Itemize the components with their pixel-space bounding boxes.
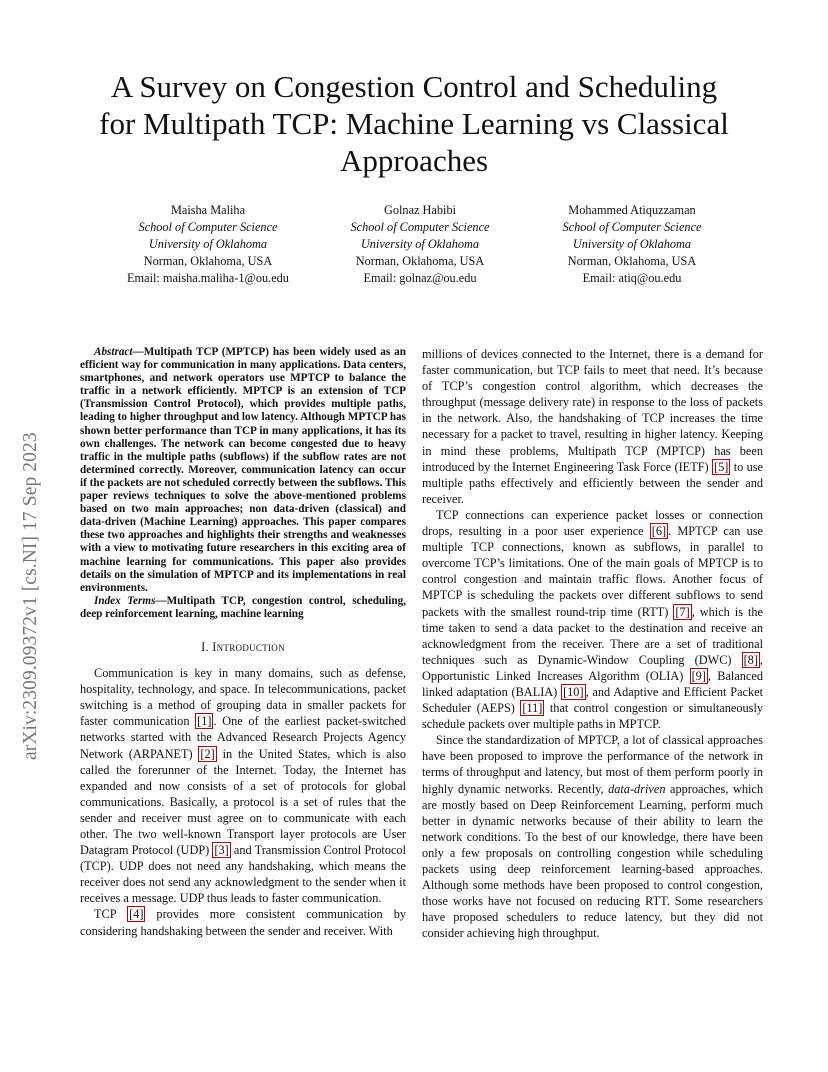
paragraph: TCP [4] provides more consistent communication by considering handshaking between the sender and receiver. With: [80, 907, 406, 938]
author-email: Email: maisha.maliha-1@ou.edu: [127, 271, 289, 285]
right-column: [422, 346, 763, 941]
title-line-3: Approaches: [339, 143, 489, 178]
left-column: [80, 346, 406, 939]
author-email: Email: atiq@ou.edu: [582, 271, 682, 285]
citation-link[interactable]: [9]: [691, 668, 706, 683]
citation-link[interactable]: [1]: [197, 714, 212, 729]
paper-title: [60, 68, 768, 179]
paragraph: TCP connections can experience packet losses or connection drops, resulting in a poor user experience [6] . MPTCP can use multiple TCP connections, known as subflows, in parallel to overcome TCP’s limitations. One of the main goals of MPTCP is to control congestion and maintain traffic flows. Another focus of MPTCP is scheduling the packets over different subflows to send packets with the smallest round-trip time (RTT) [7] , which is the time taken to send a data packet to the destination and receive an acknowledgment from the receiver. There are a set of traditional techniques such as Dynamic-Window Coupling (DWC) [8] , Opportunistic Linked Increases Algorithm (OLIA) [9] , Balanced linked adaptation (BALIA) [10] , and Adaptive and Efficient Packet Scheduler (AEPS) [11] that control congestion or simultaneously schedule packets over multiple paths in MPTCP.: [422, 507, 764, 732]
author-university: University of Oklahoma: [360, 237, 480, 251]
abstract: [80, 346, 406, 595]
index-terms-label: Index Terms: [94, 594, 156, 607]
arxiv-identifier: arXiv:2309.09372v1 [cs.NI] 17 Sep 2023: [20, 432, 41, 760]
citation-link[interactable]: [6]: [651, 524, 667, 539]
author-location: Norman, Oklahoma, USA: [355, 254, 485, 268]
author-email: Email: golnaz@ou.edu: [363, 271, 477, 285]
citation-link[interactable]: [7]: [675, 604, 690, 619]
author-location: Norman, Oklahoma, USA: [567, 254, 697, 268]
author-school: School of Computer Science: [562, 220, 702, 234]
citation-link[interactable]: [8]: [743, 652, 758, 667]
title-line-1: A Survey on Congestion Control and Scheduling: [110, 69, 718, 104]
author-school: School of Computer Science: [138, 220, 278, 234]
author-name: Maisha Maliha: [170, 203, 246, 217]
paragraph: Communication is key in many domains, such as defense, hospitality, technology, and space. In telecommunications, packet switching is a method of grouping data in smaller packets for faster communication [1] . One of the earliest packet-switched networks started with the Advanced Research Projects Agency Network (ARPANET) [2] in the United States, which is also called the forerunner of the Internet. Today, the Internet has expanded and now consists of a set of protocols for global communications. Basically, a protocol is a set of rules that the sender and receiver must agree on to communicate with each other. The two well-known Transport layer protocols are User Datagram Protocol (UDP) [3] and Transmission Control Protocol (TCP). UDP does not need any handshaking, which means the receiver does not send any acknowledgment to the sender when it receives a message. UDP thus leads to faster communication.: [80, 666, 407, 906]
author-location: Norman, Oklahoma, USA: [143, 254, 273, 268]
author-university: University of Oklahoma: [572, 237, 692, 251]
citation-link[interactable]: [11]: [522, 701, 543, 716]
title-line-2: for Multipath TCP: Machine Learning vs Classical: [99, 106, 729, 141]
author-university: University of Oklahoma: [148, 237, 268, 251]
section-title: Introduction: [212, 639, 285, 654]
author-name: Mohammed Atiquzzaman: [568, 203, 696, 217]
citation-link[interactable]: [5]: [714, 459, 729, 474]
author-block-3: [522, 202, 742, 287]
citation-link[interactable]: [4]: [129, 907, 144, 922]
section-heading: [80, 639, 406, 655]
index-terms-text: —Multipath TCP, congestion control, scheduling, deep reinforcement learning, machine learning: [80, 594, 406, 620]
paragraph: Since the standardization of MPTCP, a lot of classical approaches have been proposed to improve the performance of the network in terms of throughput and latency, but most of them perform poorly in highly dynamic networks. Recently, data-driven approaches, which are mostly based on Deep Reinforcement Learning, perform much better in dynamic networks because of their ability to learn the network conditions. To the best of our knowledge, there have been only a few proposals on controlling congestion while scheduling packets using deep reinforcement learning-based approaches. Although some methods have been proposed to control congestion, those works have not focused on reducing RTT. Some researchers have proposed schedulers to reduce latency, but they did not consider achieving high throughput.: [422, 733, 763, 941]
section-number: I.: [201, 639, 213, 654]
citation-link[interactable]: [3]: [214, 843, 229, 858]
author-school: School of Computer Science: [350, 220, 490, 234]
index-terms: [80, 595, 406, 621]
citation-link[interactable]: [10]: [563, 684, 584, 699]
paragraph: millions of devices connected to the Internet, there is a demand for faster communication, but TCP fails to meet that need. It’s because of TCP’s congestion control algorithm, which decreases the throughput (message delivery rate) in response to the loss of packets in the network. Also, the handshaking of TCP increases the time necessary for a packet to travel, resulting in higher latency. Keeping in mind these problems, Multipath TCP (MPTCP) has been introduced by the Internet Engineering Task Force (IETF) [5] to use multiple paths effectively and efficiently between the sender and receiver.: [422, 347, 763, 506]
abstract-label: Abstract: [94, 346, 133, 358]
author-name: Golnaz Habibi: [383, 203, 457, 217]
citation-link[interactable]: [2]: [200, 746, 215, 761]
abstract-text: —Multipath TCP (MPTCP) has been widely used as an efficient way for communication in many applications. Data centers, smartphones, and network operators use MPTCP to balance the traffic in a network efficiently. MPTCP is an extension of TCP (Transmission Control Protocol), which provides multiple paths, leading to higher throughput and low latency. Although MPTCP has shown better performance than TCP in many applications, it has its own challenges. The network can become congested due to heavy traffic in the multiple paths (subflows) if the subflow rates are not determined correctly. Moreover, communication latency can occur if the packets are not scheduled correctly between the subflows. This paper reviews techniques to solve the above-mentioned problems based on two main approaches; non data-driven (classical) and data-driven (Machine Learning) approaches. This paper compares these two approaches and highlights their strengths and weaknesses with a view to motivating future researchers in this exciting area of machine learning for communications. This paper also provides details on the simulation of MPTCP and its implementations in real environments.: [80, 346, 406, 594]
emphasis: data-driven: [608, 781, 666, 796]
author-block-2: [310, 202, 530, 287]
author-block-1: [98, 202, 318, 287]
